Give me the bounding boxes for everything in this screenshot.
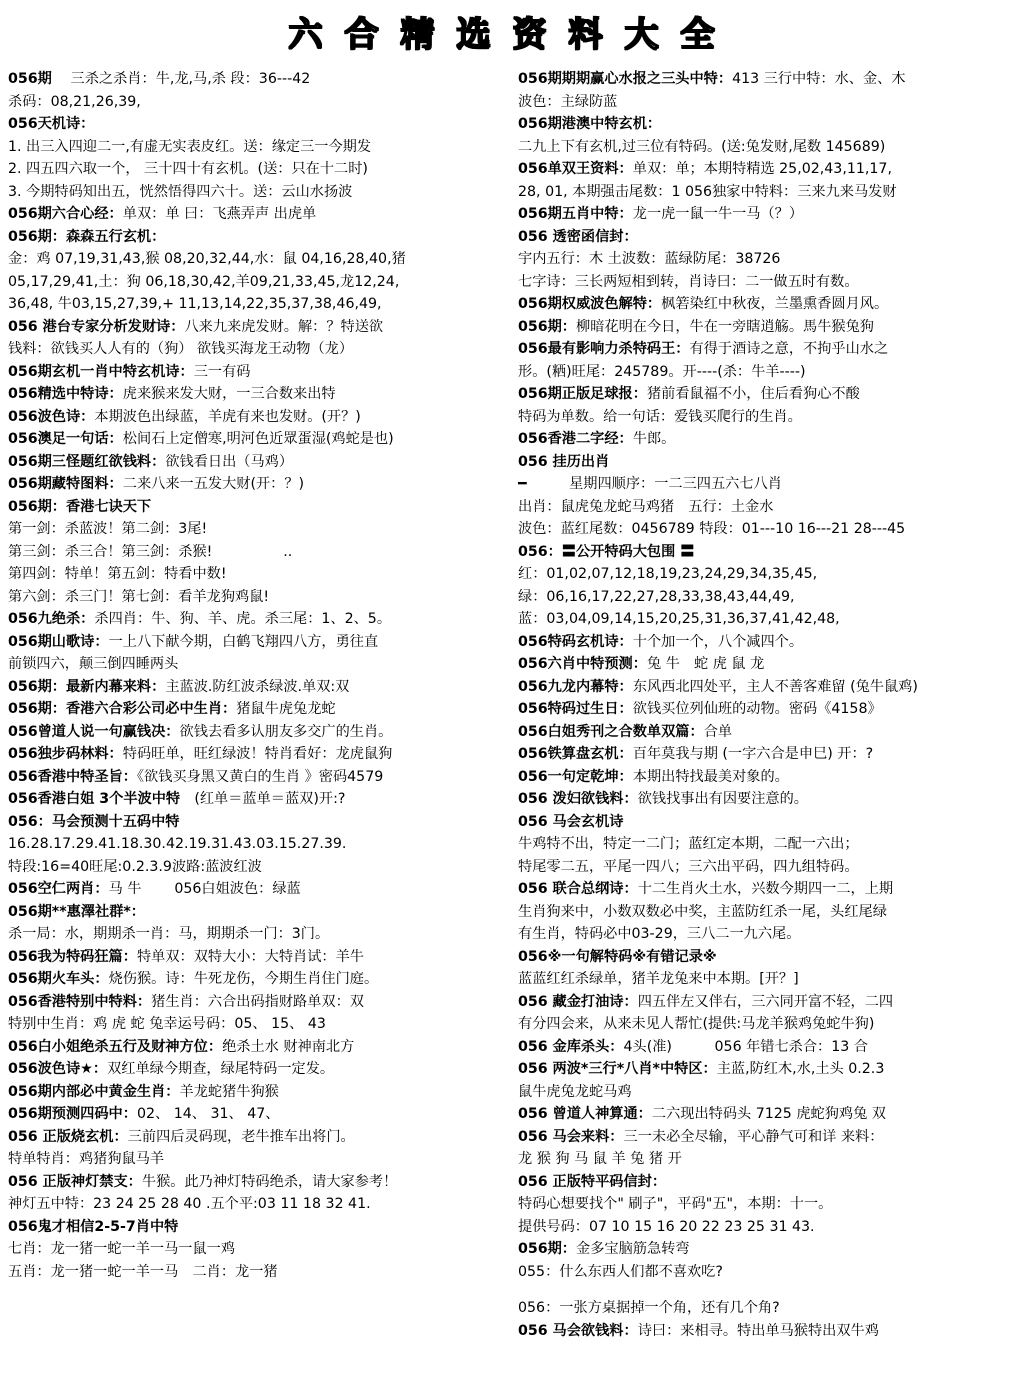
line-text: 八来九来虎发财。解：？特送欲 — [184, 318, 384, 335]
text-line — [8, 653, 503, 676]
text-line — [8, 1193, 503, 1216]
text-line — [8, 361, 503, 384]
text-line — [518, 811, 1018, 834]
line-heading: 056特码过生日： — [518, 701, 633, 717]
line-heading: 056期山歌诗： — [8, 633, 109, 650]
line-text: 欲钱找事出有因要注意的。 — [637, 791, 808, 807]
line-heading: 056 两波*三行*八肖*中特区： — [518, 1061, 717, 1077]
line-heading: 056香港二字经： — [518, 431, 633, 447]
line-heading: 056 联合总纲诗： — [518, 881, 638, 897]
line-text: 《欲钱买身黑又黄白的生肖 》密码4579 — [136, 768, 384, 785]
line-text: 杀四肖：牛、狗、羊、虎。杀三尾：1、2、5。 — [94, 611, 392, 627]
line-heading: 056期权威波色解特： — [518, 296, 662, 312]
line-text: 杀码：08,21,26,39, — [8, 93, 141, 110]
text-line — [518, 698, 1018, 721]
text-line — [518, 743, 1018, 766]
line-text: 二来八来一五发大财(开：？) — [122, 476, 305, 492]
text-line — [8, 901, 503, 924]
line-text: 合单 — [703, 723, 733, 740]
line-heading: 056：〓公开特码大包围 〓 — [518, 543, 695, 560]
text-line — [518, 383, 1018, 406]
line-heading: 056 正版特平码信封： — [518, 1173, 667, 1190]
text-line — [518, 968, 1018, 991]
text-line — [8, 226, 503, 249]
line-heading: 056波色诗★： — [8, 1061, 108, 1077]
line-text: 东风西北四处平，主人不善客难留 (兔牛鼠鸡) — [632, 678, 918, 695]
line-heading: 056期 — [8, 71, 52, 87]
line-text: 特码为单数。给一句话：爱钱买爬行的生肖。 — [518, 408, 802, 425]
text-line — [8, 563, 503, 586]
text-line — [518, 338, 1018, 361]
line-text: 欲钱去看多认朋友多交广的生肖。 — [179, 723, 393, 740]
text-line — [8, 473, 503, 496]
line-heading: 056独步码林料： — [8, 746, 123, 762]
text-line — [8, 743, 503, 766]
text-line — [518, 631, 1018, 654]
text-line — [8, 428, 503, 451]
text-line — [518, 1171, 1018, 1194]
line-heading: 056香港特别中特料： — [8, 993, 152, 1010]
text-line — [518, 1216, 1018, 1239]
line-text: 特码心想要找个" 刷子"，平码"五"，本期：十一。 — [518, 1196, 833, 1212]
line-text: 生肖狗来中，小数双数必中奖，主蓝防红杀一尾，头红尾绿 — [518, 903, 887, 920]
line-heading: 056 挂历出肖 — [518, 453, 610, 470]
line-text: 单双：单；本期特精选 25,02,43,11,17, — [632, 161, 892, 177]
line-heading: 056期**惠澤社群*： — [8, 903, 145, 920]
text-line — [518, 293, 1018, 316]
text-line — [518, 1320, 1018, 1343]
text-line — [8, 878, 503, 901]
line-text: 特尾零二五，平尾一四八；三六出平码，四九组特码。 — [518, 858, 859, 875]
line-heading: 056期预测四码中： — [8, 1106, 137, 1122]
text-line — [8, 518, 503, 541]
line-text: 枫箬染红中秋夜，兰墨熏香圆月风。 — [661, 296, 889, 312]
line-text: 413 三行中特：水、金、木 — [732, 71, 906, 87]
text-line — [518, 676, 1018, 699]
text-line — [518, 271, 1018, 294]
line-text: 金多宝脑筋急转弯 — [576, 1241, 690, 1257]
line-text: 虎来猴来发大财，一三合数来出特 — [122, 386, 336, 402]
text-line — [8, 631, 503, 654]
line-text: 四五伴左又伴右，三六同开富不轻，二四 — [637, 993, 894, 1010]
line-heading: 056最有影响力杀特码王： — [518, 341, 690, 357]
text-line — [8, 698, 503, 721]
line-text: 烧伤猴。诗：牛死龙伤，今期生肖住门庭。 — [108, 971, 379, 987]
line-text: 主蓝,防红木,水,土头 0.2.3 — [716, 1061, 885, 1077]
text-line — [518, 901, 1018, 924]
line-heading: 056铁算盘玄机： — [518, 746, 633, 762]
line-heading: 056期五肖中特： — [518, 206, 633, 222]
text-line — [518, 541, 1018, 564]
line-text: 05,17,29,41,土：狗 06,18,30,42,羊09,21,33,45,龙12,24, — [8, 273, 400, 290]
text-line — [8, 1171, 503, 1194]
line-text: 本期波色出绿蓝，羊虎有来也发财。(开？) — [94, 408, 361, 425]
line-text: 第四剑：特单！第五剑：特看中数! — [8, 566, 227, 582]
text-line — [8, 1148, 503, 1171]
line-text: 猪鼠牛虎兔龙蛇 — [236, 701, 336, 717]
text-line — [518, 518, 1018, 541]
text-line — [518, 833, 1018, 856]
line-text: 提供号码：07 10 15 16 20 22 23 25 31 43. — [518, 1218, 815, 1235]
text-line — [8, 113, 503, 136]
text-line — [518, 653, 1018, 676]
text-line — [518, 68, 1018, 91]
text-line — [518, 991, 1018, 1014]
line-heading: 056期港澳中特玄机： — [518, 116, 662, 132]
text-line — [518, 158, 1018, 181]
line-text: 3. 今期特码知出五，恍然悟得四六十。送：云山水扬波 — [8, 183, 353, 200]
page-title: 六合精选资料大全 — [288, 15, 737, 55]
line-text: 七肖：龙一猪一蛇一羊一马一鼠一鸡 — [8, 1241, 236, 1257]
line-text: 松间石上定僧寒,明河色近眾蛋湿(鸡蛇是也) — [122, 431, 394, 447]
line-heading: 056期正版足球报： — [518, 386, 647, 402]
line-heading: 056曾道人说一句赢钱决： — [8, 723, 180, 740]
text-line — [8, 923, 503, 946]
text-line — [518, 496, 1018, 519]
text-line — [518, 1126, 1018, 1149]
text-line — [8, 1216, 503, 1239]
line-text: 有生肖，特码必中03-29，三八二一九六尾。 — [518, 926, 801, 942]
left-column — [8, 68, 503, 1384]
line-heading: 056白姐秀刊之合数单双篇： — [518, 723, 704, 740]
text-line — [8, 136, 503, 159]
line-heading: 056期： — [518, 1241, 576, 1257]
line-text: 龙 猴 狗 马 鼠 羊 兔 猪 开 — [518, 1151, 682, 1167]
line-text: 红：01,02,07,12,18,19,23,24,29,34,35,45, — [518, 566, 818, 582]
text-line — [518, 181, 1018, 204]
right-column — [518, 68, 1018, 1384]
line-heading: 056天机诗： — [8, 116, 95, 132]
line-text: 十个加一个，八个减四个。 — [632, 633, 804, 650]
line-heading: 056 港台专家分析发财诗： — [8, 318, 185, 335]
line-text: 绿：06,16,17,22,27,28,33,38,43,44,49, — [518, 588, 795, 605]
line-text: 猪前看鼠福不小，住后看狗心不酸 — [646, 386, 860, 402]
text-line — [8, 158, 503, 181]
line-text: 波色：蓝红尾数：0456789 特段：01---10 16---21 28---45 — [518, 521, 906, 537]
line-text: 猪生肖：六合出码指财路单双：双 — [151, 993, 364, 1010]
text-line — [8, 68, 503, 91]
line-text: 诗曰：来相寻。特出单马猴特出双牛鸡 — [637, 1322, 879, 1339]
line-text: 前锁四六，颠三倒四睡两头 — [8, 656, 179, 672]
line-text: 欲钱看日出（马鸡） — [165, 453, 294, 470]
line-heading: 056空仁两肖： — [8, 881, 109, 897]
line-text: 七字诗：三长两短相到转，肖诗曰：二一做五时有数。 — [518, 273, 859, 290]
line-heading: 056 藏金打油诗： — [518, 993, 638, 1010]
line-text: 蓝蓝红红杀绿单，猪羊龙兔来中本期。[开？] — [518, 971, 799, 987]
line-heading: 056期藏特图料： — [8, 476, 123, 492]
line-text: 36,48, 牛03,15,27,39,+ 11,13,14,22,35,37,38,46,49, — [8, 296, 382, 312]
text-line — [518, 1103, 1018, 1126]
line-text: 出肖：鼠虎兔龙蛇马鸡猪 五行：土金水 — [518, 498, 774, 515]
line-text: 有得于酒诗之意，不拘乎山水之 — [689, 341, 889, 357]
line-text: 1. 出三入四迎二一,有虚无实表皮红。送：缘定三一今期发 — [8, 138, 372, 155]
text-line — [518, 946, 1018, 969]
line-text: 双红单绿今期查，绿尾特码一定发。 — [107, 1061, 335, 1077]
text-line — [8, 788, 503, 811]
line-heading: 056期六合心经： — [8, 206, 123, 222]
line-heading: 056香港白姐 3个半波中特 — [8, 791, 181, 807]
line-text: 单双：单 曰：飞燕弄声 出虎单 — [122, 206, 317, 222]
line-text: 02、 14、 31、 47、 — [136, 1106, 280, 1122]
line-heading: 056波色诗： — [8, 408, 95, 425]
line-text: 第三剑：杀三合！第三剑：杀猴! .. — [8, 543, 293, 560]
line-text: 宇内五行：木 土波数：蓝绿防尾：38726 — [518, 251, 781, 267]
line-text: 三杀之杀肖：牛,龙,马,杀 段：36---42 — [51, 71, 311, 87]
text-line — [518, 856, 1018, 879]
line-text: 三前四后灵码现，老牛推车出将门。 — [127, 1128, 355, 1145]
text-line — [518, 563, 1018, 586]
text-line — [518, 1013, 1018, 1036]
line-text: 二六现出特码头 7125 虎蛇狗鸡兔 双 — [651, 1106, 886, 1122]
text-line — [8, 383, 503, 406]
text-line — [518, 1238, 1018, 1261]
text-line — [518, 226, 1018, 249]
line-heading: 056期火车头： — [8, 971, 109, 987]
line-text: 百年莫我与期 (一字六合是申巳) 开：? — [632, 746, 874, 762]
line-text: 本期出特找最美对象的。 — [632, 768, 789, 785]
line-text: 羊龙蛇猪牛狗猴 — [179, 1083, 279, 1100]
line-heading: 056鬼才相信2-5-7肖中特 — [8, 1218, 179, 1235]
line-heading: 056特码玄机诗： — [518, 633, 633, 650]
line-text: 马 牛 056白姐波色：绿蓝 — [108, 881, 301, 897]
line-heading: 056九绝杀： — [8, 611, 95, 627]
line-heading: 056单双王资料： — [518, 161, 633, 177]
line-text: 16.28.17.29.41.18.30.42.19.31.43.03.15.27.39. — [8, 836, 347, 852]
line-heading: 056 泼妇欲钱料： — [518, 791, 638, 807]
text-line — [8, 91, 503, 114]
text-line — [8, 203, 503, 226]
line-heading: 056一句定乾坤： — [518, 768, 633, 785]
text-line — [8, 406, 503, 429]
line-text: 兔 牛 蛇 虎 鼠 龙 — [646, 656, 765, 672]
text-line — [8, 1103, 503, 1126]
line-heading: 056期：最新内幕来料： — [8, 678, 166, 695]
text-line — [8, 676, 503, 699]
line-text: 特单双：双特大小：大特肖试：羊牛 — [136, 948, 364, 965]
line-text: 牛郎。 — [632, 431, 676, 447]
line-heading: 056※一句解特码※有错记录※ — [518, 948, 717, 965]
text-line — [8, 181, 503, 204]
line-text: 神灯五中特：23 24 25 28 40 .五个平:03 11 18 32 41. — [8, 1196, 371, 1212]
text-line — [8, 991, 503, 1014]
line-heading: 056我为特码狂篇： — [8, 948, 137, 965]
text-line — [8, 608, 503, 631]
line-text: 欲钱买位列仙班的动物。密码《4158》 — [632, 701, 882, 717]
text-line — [518, 878, 1018, 901]
line-heading: 056 马会来料： — [518, 1128, 624, 1145]
line-text: 特码旺单，旺红绿波！特肖看好：龙虎鼠狗 — [122, 746, 393, 762]
text-line — [518, 316, 1018, 339]
line-text: 牛鸡特不出，特定一二门；蓝红定本期，二配一六出； — [518, 836, 859, 852]
text-line — [8, 1058, 503, 1081]
text-line — [8, 1036, 503, 1059]
text-line — [8, 293, 503, 316]
text-line — [518, 1058, 1018, 1081]
line-text: ━ 星期四顺序：一二三四五六七八肖 — [518, 476, 782, 492]
text-line — [8, 946, 503, 969]
line-text: 056：一张方桌据掉一个角，还有几个角? — [518, 1300, 780, 1316]
line-text: 28, 01, 本期强击尾数：1 056独家中特料：三来九来马发财 — [518, 183, 897, 200]
text-line — [518, 203, 1018, 226]
line-text: 钱料：欲钱买人人有的（狗） 欲钱买海龙王动物（龙） — [8, 341, 354, 357]
text-line — [8, 968, 503, 991]
line-text: 柳暗花明在今日，牛在一旁瞎逍觞。馬牛猴兔狗 — [576, 318, 874, 335]
line-text: 第六剑：杀三门！第七剑：看羊龙狗鸡鼠! — [8, 588, 270, 605]
text-line — [8, 721, 503, 744]
text-line — [8, 1081, 503, 1104]
line-heading: 056九龙内幕特： — [518, 678, 633, 695]
text-line — [518, 1036, 1018, 1059]
line-heading: 056 正版神灯禁支： — [8, 1173, 142, 1190]
text-line — [518, 1261, 1018, 1284]
text-line — [8, 1013, 503, 1036]
text-line — [518, 1148, 1018, 1171]
line-heading: 056 马会欲钱料： — [518, 1322, 638, 1339]
text-line — [518, 428, 1018, 451]
line-heading: 056 金库杀头： — [518, 1038, 624, 1055]
text-line — [518, 361, 1018, 384]
text-line — [518, 1283, 1018, 1297]
text-line — [8, 338, 503, 361]
text-line — [8, 248, 503, 271]
text-line — [518, 721, 1018, 744]
text-line — [518, 586, 1018, 609]
text-line — [518, 451, 1018, 474]
line-text: 特段:16=40旺尾:0.2.3.9波路:蓝波红波 — [8, 858, 262, 875]
text-line — [8, 1238, 503, 1261]
line-heading: 056期： — [518, 318, 576, 335]
line-text: 主蓝波.防红波杀绿波.单双:双 — [165, 678, 350, 695]
line-heading: 056期玄机一肖中特玄机诗： — [8, 363, 194, 380]
line-text: 一上八下献今期，白鹤飞翔四八方，勇往直 — [108, 633, 379, 650]
line-text: 杀一局：水，期期杀一肖：马，期期杀一门：3门。 — [8, 926, 330, 942]
line-heading: 056白小姐绝杀五行及财神方位： — [8, 1038, 223, 1055]
line-text: 五肖：龙一猪一蛇一羊一马 二肖：龙一猪 — [8, 1263, 278, 1280]
text-line — [518, 113, 1018, 136]
line-heading: 056期三怪题红欲钱料： — [8, 453, 166, 470]
line-text: 二九上下有玄机,过三位有特码。(送:兔发财,尾数 145689) — [518, 138, 886, 155]
line-text: 有分四会来，从来未见人帮忙(提供:马龙羊猴鸡兔蛇牛狗) — [518, 1016, 875, 1032]
line-heading: 056六肖中特预测： — [518, 656, 647, 672]
text-line — [8, 496, 503, 519]
line-heading: 056期内部必中黄金生肖： — [8, 1083, 180, 1100]
text-line — [8, 856, 503, 879]
line-text: 形。(粞)旺尾：245789。开----(杀：牛羊----) — [518, 363, 806, 380]
text-line — [8, 1126, 503, 1149]
line-text: 特单特肖：鸡猪狗鼠马羊 — [8, 1151, 165, 1167]
text-line — [8, 451, 503, 474]
text-line — [518, 923, 1018, 946]
line-heading: 056 透密函信封： — [518, 228, 638, 245]
text-line — [8, 541, 503, 564]
text-line — [8, 766, 503, 789]
text-line — [518, 788, 1018, 811]
line-text: 鼠牛虎兔龙蛇马鸡 — [518, 1083, 632, 1100]
line-text: 绝杀土水 财神南北方 — [222, 1038, 355, 1055]
text-line — [518, 136, 1018, 159]
text-line — [8, 1261, 503, 1284]
line-text: 牛猴。此乃神灯特码绝杀，请大家参考！ — [141, 1173, 398, 1190]
text-line — [518, 608, 1018, 631]
line-heading: 056期：森森五行玄机： — [8, 228, 166, 245]
line-text: 第一剑：杀蓝波！第二剑：3尾! — [8, 521, 208, 537]
text-line — [518, 248, 1018, 271]
line-heading: 056 正版烧玄机： — [8, 1128, 128, 1145]
text-line — [518, 1081, 1018, 1104]
text-line — [518, 406, 1018, 429]
text-line — [8, 833, 503, 856]
line-text: 055：什么东西人们都不喜欢吃? — [518, 1263, 723, 1280]
text-line — [518, 766, 1018, 789]
line-heading: 056香港中特圣旨： — [8, 768, 137, 785]
text-line — [8, 586, 503, 609]
line-heading: 056精选中特诗： — [8, 386, 123, 402]
text-line — [8, 811, 503, 834]
text-line — [518, 473, 1018, 496]
line-heading: 056期：香港七诀天下 — [8, 498, 152, 515]
line-heading: 056 马会玄机诗 — [518, 813, 624, 830]
line-heading: 056澳足一句话： — [8, 431, 123, 447]
line-heading: 056 曾道人神算通： — [518, 1106, 652, 1122]
text-line — [518, 1193, 1018, 1216]
text-line — [8, 271, 503, 294]
text-line — [518, 1297, 1018, 1320]
line-text: 龙一虎一鼠一牛一马（？） — [632, 206, 804, 222]
line-text: 三一有码 — [193, 363, 251, 380]
line-text: 金：鸡 07,19,31,43,猴 08,20,32,44,水：鼠 04,16,28,40,猪 — [8, 251, 406, 267]
line-text: (红单＝蓝单＝蓝双)开:? — [180, 791, 346, 807]
line-heading: 056：马会预测十五码中特 — [8, 813, 180, 830]
line-text: 三一未必全尽输，平心静气可和详 来料： — [623, 1128, 884, 1145]
line-text: 2. 四五四六取一个， 三十四十有玄机。(送：只在十二时) — [8, 161, 368, 177]
line-text: 特别中生肖：鸡 虎 蛇 兔幸运号码：05、 15、 43 — [8, 1016, 326, 1032]
line-text: 波色：主绿防蓝 — [518, 93, 618, 110]
line-heading: 056期：香港六合彩公司必中生肖： — [8, 701, 237, 717]
text-line — [518, 91, 1018, 114]
line-heading: 056期期期赢心水报之三头中特： — [518, 71, 733, 87]
line-text: 蓝：03,04,09,14,15,20,25,31,36,37,41,42,48, — [518, 611, 840, 627]
text-line — [8, 316, 503, 339]
line-text: 十二生肖火土水，兴数今期四一二，上期 — [637, 881, 894, 897]
line-text: 4头(准) 056 年错七杀合：13 合 — [623, 1038, 868, 1055]
